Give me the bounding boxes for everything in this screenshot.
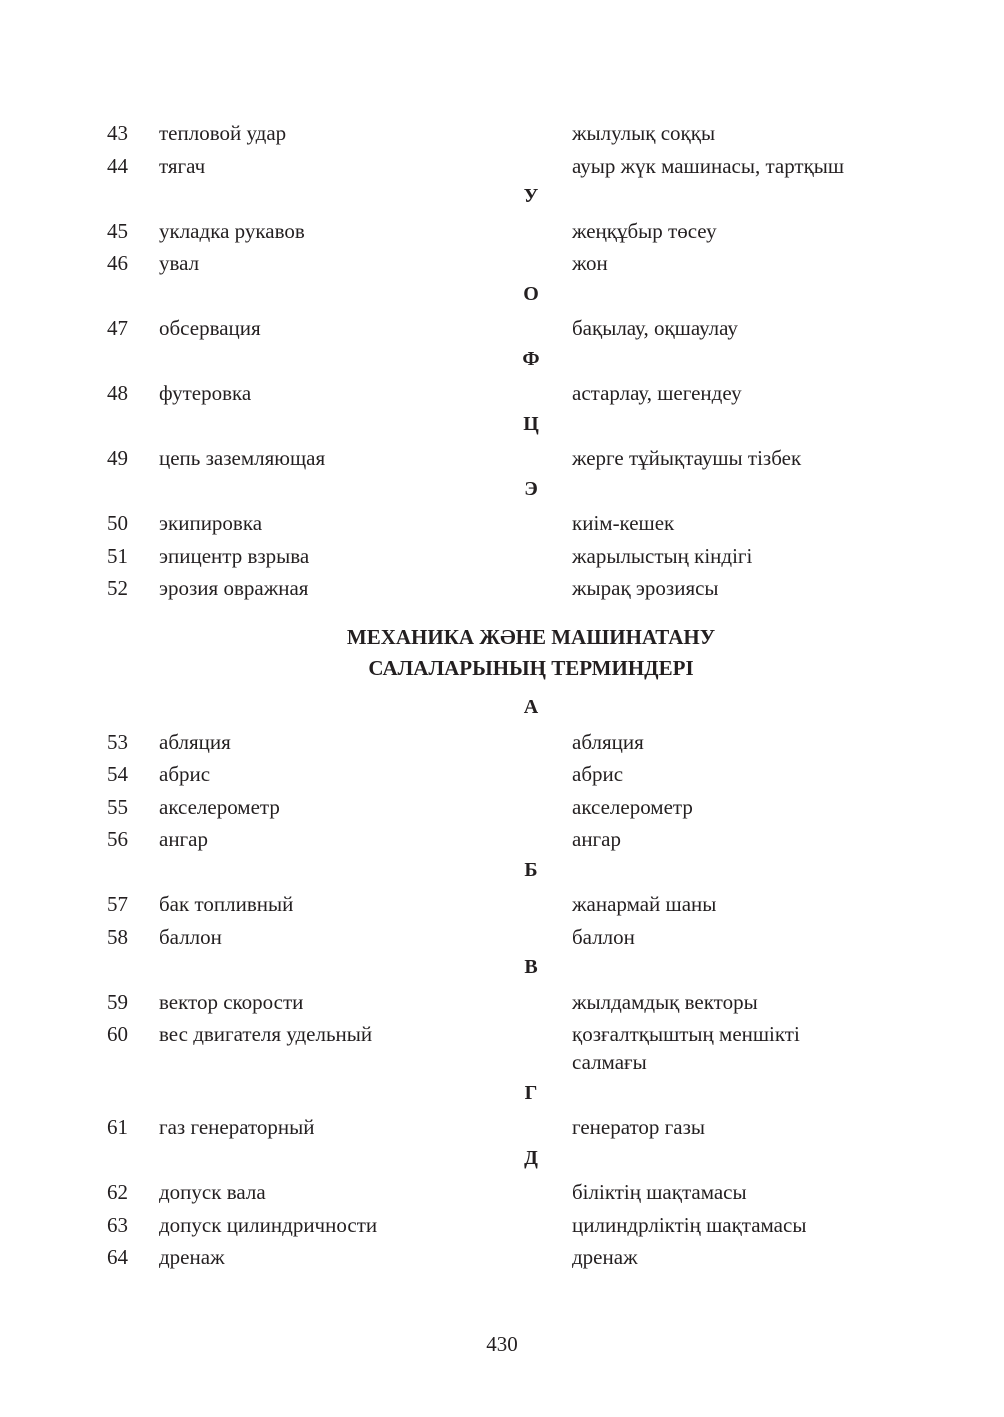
- term-kazakh: біліктің шақтамасы: [572, 1180, 747, 1204]
- section-letter: О: [523, 282, 539, 305]
- term-kazakh: дренаж: [572, 1245, 638, 1269]
- term-number: 55: [107, 794, 128, 819]
- term-number: 49: [107, 446, 128, 470]
- term-kazakh: бақылау, оқшаулау: [572, 316, 738, 340]
- term-kazakh: баллон: [572, 924, 635, 949]
- term-kazakh-continued: салмағы: [572, 1050, 647, 1074]
- term-number: 47: [107, 316, 128, 340]
- term-number: 58: [107, 924, 128, 949]
- term-kazakh: абляция: [572, 729, 644, 754]
- term-russian: экипировка: [159, 511, 263, 535]
- term-russian: вес двигателя удельный: [159, 1022, 373, 1046]
- term-russian: увал: [159, 251, 200, 275]
- term-number: 51: [107, 543, 128, 568]
- term-number: 43: [107, 121, 128, 145]
- term-kazakh: ауыр жүк машинасы, тартқыш: [572, 153, 845, 178]
- term-entry: [0, 761, 1004, 791]
- term-entry: [0, 729, 1004, 759]
- term-russian: вектор скорости: [159, 989, 304, 1014]
- section-letter: Б: [524, 858, 538, 881]
- term-entry: [0, 445, 1004, 475]
- term-number: 57: [107, 892, 128, 916]
- term-number: 54: [107, 762, 128, 786]
- term-number: 59: [107, 989, 128, 1014]
- term-kazakh: цилиндрліктің шақтамасы: [572, 1212, 807, 1237]
- term-russian: эпицентр взрыва: [159, 543, 310, 568]
- section-letter: Ц: [523, 412, 539, 435]
- term-number: 53: [107, 729, 128, 754]
- page-number: 430: [486, 1332, 518, 1356]
- term-number: 60: [107, 1022, 128, 1046]
- section-letter: Г: [524, 1081, 538, 1104]
- term-number: 64: [107, 1245, 128, 1269]
- term-kazakh: ангар: [572, 827, 621, 851]
- term-number: 45: [107, 218, 128, 243]
- term-entry: [0, 891, 1004, 921]
- term-number: 50: [107, 511, 128, 535]
- term-entry: [0, 120, 1004, 150]
- term-russian: газ генераторный: [159, 1115, 315, 1139]
- term-kazakh: абрис: [572, 762, 624, 786]
- term-kazakh: астарлау, шегендеу: [572, 381, 742, 405]
- term-entry: [0, 153, 1004, 183]
- term-russian: допуск вала: [159, 1180, 266, 1204]
- term-entry: [0, 1244, 1004, 1274]
- term-entry: [0, 315, 1004, 345]
- section-letter: Э: [524, 477, 538, 500]
- term-entry: [0, 1179, 1004, 1209]
- section-letter: У: [523, 185, 539, 207]
- term-russian: обсервация: [159, 316, 261, 340]
- term-kazakh: жырақ эрозиясы: [572, 576, 719, 600]
- section-letter: В: [524, 956, 538, 978]
- term-number: 44: [107, 153, 128, 178]
- term-kazakh: жылдамдық векторы: [572, 989, 758, 1014]
- section-heading-line-1: МЕХАНИКА ЖӘНЕ МАШИНАТАНУ: [346, 625, 716, 649]
- term-entry: [0, 826, 1004, 856]
- term-number: 62: [107, 1180, 128, 1204]
- term-russian: ангар: [159, 827, 208, 851]
- term-russian: цепь заземляющая: [159, 446, 326, 470]
- term-number: 61: [107, 1115, 128, 1139]
- term-number: 46: [107, 251, 128, 275]
- term-entry: [0, 1021, 1004, 1074]
- section-letter: Ф: [522, 347, 540, 370]
- term-entry: [0, 510, 1004, 540]
- term-entry: [0, 575, 1004, 605]
- term-russian: тягач: [159, 153, 206, 178]
- term-entry: [0, 1212, 1004, 1242]
- term-entry: [0, 218, 1004, 248]
- term-russian: допуск цилиндричности: [159, 1212, 378, 1237]
- term-russian: бак топливный: [159, 892, 294, 916]
- term-entry: [0, 380, 1004, 410]
- term-entry: [0, 924, 1004, 954]
- term-kazakh: жылулық соққы: [572, 121, 716, 145]
- term-russian: эрозия овражная: [159, 576, 309, 600]
- term-kazakh: жеңқұбыр төсеу: [572, 218, 717, 243]
- term-kazakh: генератор газы: [572, 1115, 705, 1139]
- term-russian: баллон: [159, 924, 222, 949]
- section-heading-line-2: САЛАЛАРЫНЫҢ ТЕРМИНДЕРІ: [368, 656, 694, 680]
- term-russian: абрис: [159, 762, 211, 786]
- term-russian: тепловой удар: [159, 121, 287, 145]
- term-kazakh: қозғалтқыштың меншікті: [572, 1022, 800, 1046]
- term-number: 56: [107, 827, 128, 851]
- term-kazakh: жарылыстың кіндігі: [572, 543, 753, 568]
- term-number: 52: [107, 576, 128, 600]
- section-letter: А: [523, 696, 539, 718]
- term-russian: акселерометр: [159, 794, 280, 819]
- term-russian: абляция: [159, 729, 231, 754]
- term-entry: [0, 1114, 1004, 1144]
- term-russian: футеровка: [159, 381, 252, 405]
- term-russian: укладка рукавов: [159, 218, 305, 243]
- term-entry: [0, 543, 1004, 573]
- term-kazakh: жерге тұйықтаушы тізбек: [572, 446, 802, 470]
- term-kazakh: жон: [572, 251, 608, 275]
- section-letter: Д: [524, 1146, 538, 1169]
- term-entry: [0, 794, 1004, 824]
- term-entry: [0, 250, 1004, 280]
- term-number: 48: [107, 381, 128, 405]
- term-kazakh: киім-кешек: [572, 511, 675, 535]
- term-kazakh: жанармай шаны: [572, 892, 717, 916]
- term-kazakh: акселерометр: [572, 794, 693, 819]
- term-entry: [0, 989, 1004, 1019]
- term-russian: дренаж: [159, 1245, 225, 1269]
- term-number: 63: [107, 1212, 128, 1237]
